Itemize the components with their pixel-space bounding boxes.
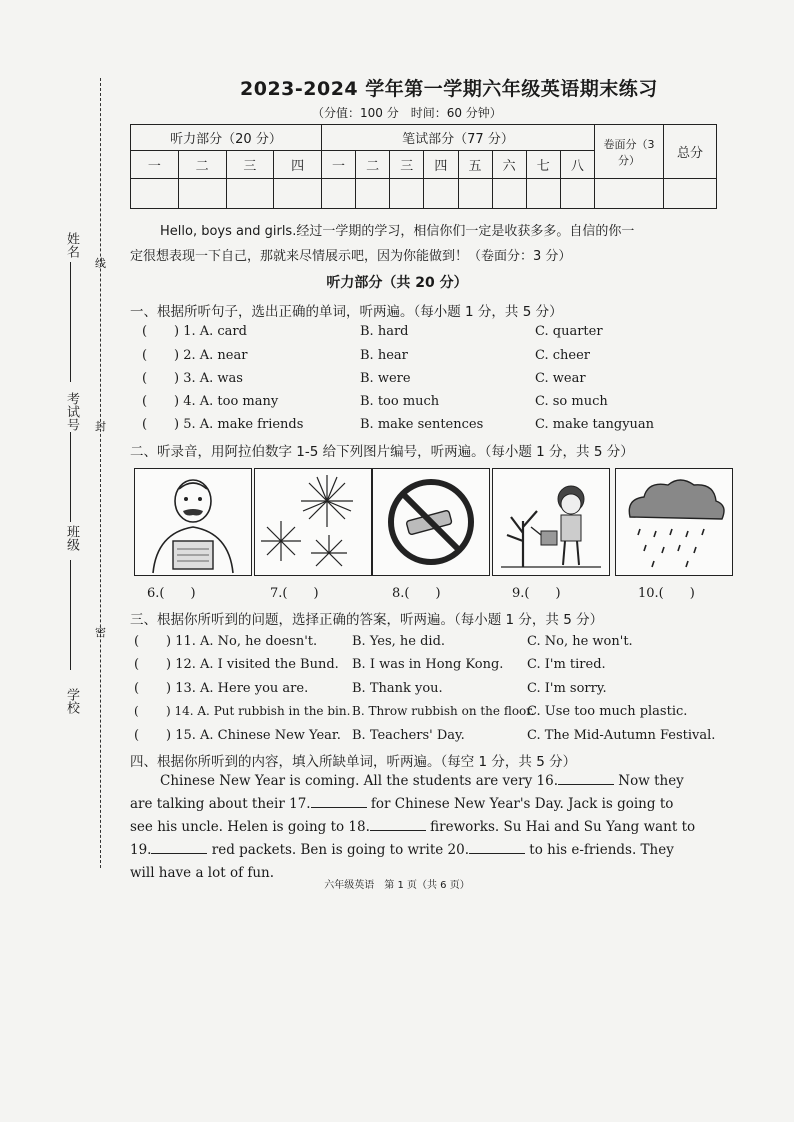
writing-header: 笔试部分（77 分） — [322, 125, 595, 151]
name-label: 姓名 — [64, 232, 79, 258]
option-c[interactable]: C. I'm tired. — [527, 657, 606, 672]
option-c[interactable]: C. wear — [535, 371, 586, 386]
score-cell[interactable] — [492, 179, 526, 209]
picture-answer-10[interactable]: 10.( ) — [638, 586, 695, 601]
boy-watering-tree-icon — [492, 468, 610, 576]
listening-col: 四 — [274, 151, 322, 179]
option-c[interactable]: C. quarter — [535, 324, 603, 339]
part4-heading: 四、根据你所听到的内容，填入所缺单词，听两遍。（每空 1 分，共 5 分） — [130, 754, 577, 770]
exam-page: 线 封 密 姓名 考试号 班级 学校 2023-2024 学年第一学期六年级英语期末练习 （分值：100 分 时间：60 分钟） 听力部分（20 分） 笔试部分（77 分） 卷面分（3 分） 总分 一 二 三 四 一 二 三 四 五 六 七 八 Hello, boys and girls.经过一学期的学习，相信你们一定是收获多多。自信的你一 定很想表现一下自己，那就来尽情展示吧，因为你能做到！（卷面分：3 分） 听力部分（共 20 分） 一、根据所听句子，选出正确的单词，听两遍。（每小题 1 分，共 5 分） ( ) 1. A. card B. hard C. quarter ( ) 2. A. near B. hear C. cheer ( ) 3. A. was B. were C. wear ( ) 4. A. too many B. too much C. so much ( ) 5. A. make friends B. make sentences C. make tangyuan 二、听录音，用阿拉伯数字 1-5 给下列图片编号，听两遍。（每小题 1 分，共 5 分） 6.( ) 7.( ) 8.( ) 9.( ) 10.( ) 三、根据你所听到的问题，选择正确的答案，听两遍。（每小题 1 分，共 5 分） ( ) 11. A. No, he doesn't. B. Yes, he did. C. No, he won't. ( ) 12. A. I visited the Bund. B. I was in Hong Kong. C. I'm tired. ( ) 13. A. Here you are. B. Thank you. C. I'm sorry. ( ) 14. A. Put rubbish in the bin. B. Throw rubbish on the floor. C. Use too much plastic. ( ) 15. A. Chinese New Year. B. Teachers' Day. C. The Mid-Autumn Festival. 四、根据你所听到的内容，填入所缺单词，听两遍。（每空 1 分，共 5 分） Chinese New Year is coming. All the students are very 16. Now they are talking about their 17. for Chinese New Year's Day. Jack is going to see his uncle. Helen is going to 18. fireworks. Su Hai and Su Yang want to 19. red packets. Ben is going to write 20. to his e-friends. They will have a lot of fun. 六年级英语 第 1 页（共 6 页） — [0, 0, 794, 1122]
score-cell[interactable] — [322, 179, 356, 209]
writing-col: 二 — [356, 151, 390, 179]
writing-col: 三 — [390, 151, 424, 179]
listening-section-title: 听力部分（共 20 分） — [326, 275, 468, 291]
blank-17[interactable] — [311, 793, 367, 808]
writing-col: 六 — [492, 151, 526, 179]
option-c[interactable]: C. I'm sorry. — [527, 681, 607, 696]
exam-number-field[interactable] — [70, 432, 71, 522]
option-b[interactable]: B. were — [360, 371, 411, 386]
option-b[interactable]: B. Teachers' Day. — [352, 728, 465, 743]
total-header: 总分 — [664, 125, 717, 179]
option-b[interactable]: B. Yes, he did. — [352, 634, 446, 649]
option-c[interactable]: C. cheer — [535, 348, 591, 363]
score-table — [130, 124, 717, 209]
blank-20[interactable] — [469, 839, 525, 854]
binding-mark-secret: 密 — [95, 626, 106, 639]
blank-18[interactable] — [370, 816, 426, 831]
part2-heading: 二、听录音，用阿拉伯数字 1-5 给下列图片编号，听两遍。（每小题 1 分，共 5 分） — [130, 444, 634, 460]
option-c[interactable]: C. Use too much plastic. — [527, 704, 688, 719]
writing-col: 五 — [458, 151, 492, 179]
rain-cloud-icon — [615, 468, 733, 576]
option-c[interactable]: C. The Mid-Autumn Festival. — [527, 728, 716, 743]
school-label: 学校 — [64, 688, 79, 714]
binding-mark-line: 线 — [95, 257, 106, 270]
option-c[interactable]: C. make tangyuan — [535, 417, 655, 432]
fireworks-icon — [254, 468, 372, 576]
blank-16[interactable] — [558, 770, 614, 785]
class-field[interactable] — [70, 560, 71, 670]
listening-col: 三 — [226, 151, 274, 179]
writing-col: 一 — [322, 151, 356, 179]
option-b[interactable]: B. too much — [360, 394, 440, 409]
option-b[interactable]: B. hard — [360, 324, 409, 339]
score-cell[interactable] — [390, 179, 424, 209]
score-cell[interactable] — [458, 179, 492, 209]
binding-dashed-line — [100, 78, 101, 868]
score-cell[interactable] — [595, 179, 664, 209]
writing-col: 八 — [560, 151, 594, 179]
picture-answer-9[interactable]: 9.( ) — [512, 586, 561, 601]
listening-col: 二 — [178, 151, 226, 179]
writing-col: 四 — [424, 151, 458, 179]
part3-heading: 三、根据你所听到的问题，选择正确的答案，听两遍。（每小题 1 分，共 5 分） — [130, 612, 604, 628]
page-footer: 六年级英语 第 1 页（共 6 页） — [324, 880, 470, 891]
writing-col: 七 — [526, 151, 560, 179]
binding-mark-seal: 封 — [95, 420, 106, 433]
score-cell[interactable] — [274, 179, 322, 209]
blank-19[interactable] — [151, 839, 207, 854]
option-b[interactable]: B. Throw rubbish on the floor. — [352, 704, 535, 718]
score-cell[interactable] — [356, 179, 390, 209]
score-cell[interactable] — [178, 179, 226, 209]
class-label: 班级 — [64, 525, 79, 551]
option-b[interactable]: B. make sentences — [360, 417, 484, 432]
picture-answer-7[interactable]: 7.( ) — [270, 586, 319, 601]
option-c[interactable]: C. No, he won't. — [527, 634, 633, 649]
score-cell[interactable] — [226, 179, 274, 209]
option-c[interactable]: C. so much — [535, 394, 608, 409]
listening-col: 一 — [131, 151, 179, 179]
listening-header: 听力部分（20 分） — [131, 125, 322, 151]
score-cell[interactable] — [560, 179, 594, 209]
score-cell[interactable] — [424, 179, 458, 209]
option-b[interactable]: B. I was in Hong Kong. — [352, 657, 504, 672]
exam-title: 2023-2024 学年第一学期六年级英语期末练习 — [240, 78, 658, 100]
exam-number-label: 考试号 — [64, 392, 79, 431]
picture-answer-6[interactable]: 6.( ) — [147, 586, 196, 601]
intro-line-2: 定很想表现一下自己，那就来尽情展示吧，因为你能做到！（卷面分：3 分） — [130, 249, 572, 264]
score-cell[interactable] — [131, 179, 179, 209]
option-b[interactable]: B. Thank you. — [352, 681, 443, 696]
intro-line-1: Hello, boys and girls.经过一学期的学习，相信你们一定是收获多多。自信的你一 — [160, 224, 635, 239]
score-cell[interactable] — [664, 179, 717, 209]
neatness-header: 卷面分（3 分） — [595, 125, 664, 179]
man-with-laptop-icon — [134, 468, 252, 576]
picture-answer-8[interactable]: 8.( ) — [392, 586, 441, 601]
cloze-passage: Chinese New Year is coming. All the students are very 16. Now they are talking about their 17. for Chinese New Year's Day. Jack is going to see his uncle. Helen is going to 18. fireworks. Su Hai and Su Yang want to 19. red packets. Ben is going to write 20. to his e-friends. They will have a lot of fun. — [130, 770, 700, 885]
part1-heading: 一、根据所听句子，选出正确的单词，听两遍。（每小题 1 分，共 5 分） — [130, 304, 563, 320]
option-b[interactable]: B. hear — [360, 348, 408, 363]
exam-subtitle: （分值：100 分 时间：60 分钟） — [312, 106, 502, 120]
score-cell[interactable] — [526, 179, 560, 209]
no-smoking-icon — [372, 468, 490, 576]
